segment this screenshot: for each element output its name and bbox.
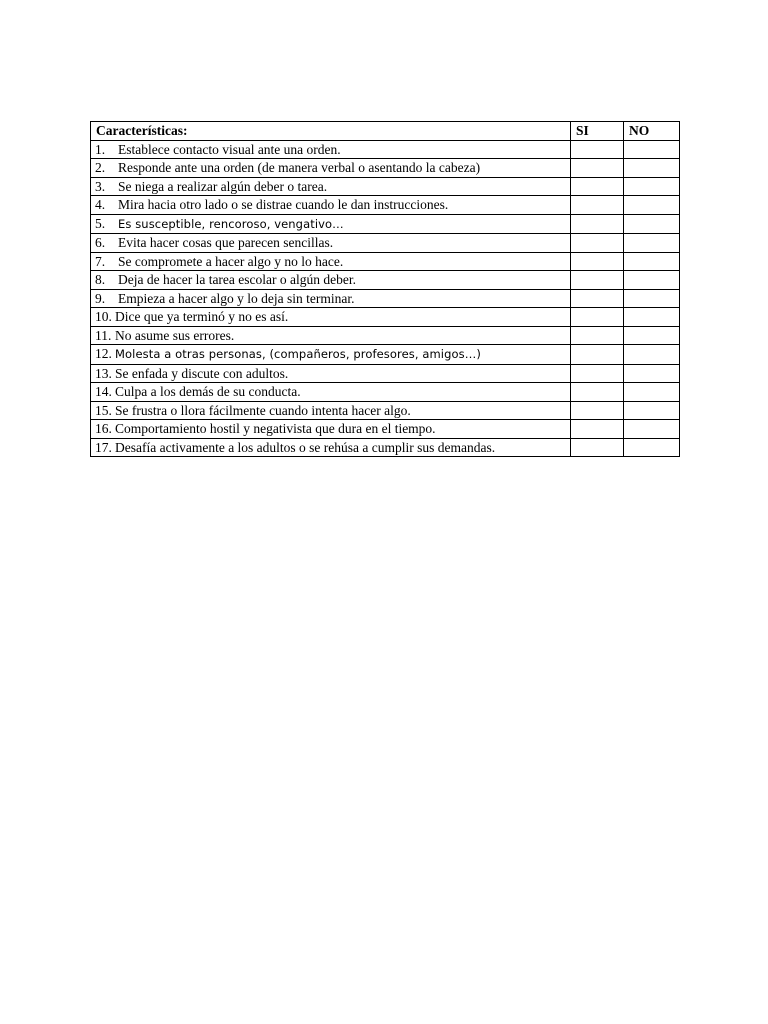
row-text-cell [91, 383, 571, 402]
header-si: SI [571, 122, 624, 141]
row-number: 4. [95, 197, 106, 212]
row-text-cell [91, 438, 571, 457]
row-number: 13. [95, 365, 112, 381]
no-checkbox-cell[interactable] [624, 364, 680, 383]
row-text: No asume sus errores. [115, 327, 235, 343]
row-number: 3. [95, 178, 106, 194]
row-text: Mira hacia otro lado o se distrae cuando le dan instrucciones. [118, 197, 449, 212]
row-text-cell [91, 234, 571, 253]
row-text-cell [91, 159, 571, 178]
table-row [91, 289, 680, 308]
no-checkbox-cell[interactable] [624, 420, 680, 439]
si-checkbox-cell[interactable] [571, 345, 624, 365]
header-no: NO [624, 122, 680, 141]
row-text-cell [91, 308, 571, 327]
row-text: Desafía activamente a los adultos o se rehúsa a cumplir sus demandas. [115, 439, 496, 455]
table-row [91, 159, 680, 178]
table-row [91, 196, 680, 215]
characteristics-checklist-table [90, 121, 680, 457]
si-checkbox-cell[interactable] [571, 177, 624, 196]
no-checkbox-cell[interactable] [624, 252, 680, 271]
table-header-row [91, 122, 680, 141]
no-checkbox-cell[interactable] [624, 177, 680, 196]
no-checkbox-cell[interactable] [624, 345, 680, 365]
no-checkbox-cell[interactable] [624, 326, 680, 345]
no-checkbox-cell[interactable] [624, 438, 680, 457]
row-text-cell [91, 345, 571, 365]
row-text: Comportamiento hostil y negativista que dura en el tiempo. [115, 421, 436, 436]
row-text-cell [91, 326, 571, 345]
no-checkbox-cell[interactable] [624, 383, 680, 402]
si-checkbox-cell[interactable] [571, 140, 624, 159]
row-text-cell [91, 252, 571, 271]
table-row [91, 326, 680, 345]
row-number: 17. [95, 439, 112, 455]
row-number: 2. [95, 160, 106, 175]
si-checkbox-cell[interactable] [571, 271, 624, 290]
row-text: Empieza a hacer algo y lo deja sin terminar. [118, 290, 355, 306]
row-text: Dice que ya terminó y no es así. [115, 309, 289, 324]
si-checkbox-cell[interactable] [571, 326, 624, 345]
si-checkbox-cell[interactable] [571, 308, 624, 327]
si-checkbox-cell[interactable] [571, 159, 624, 178]
row-number: 16. [95, 421, 112, 436]
no-checkbox-cell[interactable] [624, 140, 680, 159]
row-number: 1. [95, 141, 106, 157]
row-number: 11. [95, 327, 112, 343]
no-checkbox-cell[interactable] [624, 214, 680, 234]
row-text: Culpa a los demás de su conducta. [115, 384, 301, 399]
row-number: 15. [95, 402, 112, 418]
si-checkbox-cell[interactable] [571, 383, 624, 402]
si-checkbox-cell[interactable] [571, 252, 624, 271]
row-text: Evita hacer cosas que parecen sencillas. [118, 235, 334, 250]
row-text: Molesta a otras personas, (compañeros, profesores, amigos…) [115, 347, 481, 361]
row-text: Se compromete a hacer algo y no lo hace. [118, 253, 344, 269]
row-text-cell [91, 289, 571, 308]
si-checkbox-cell[interactable] [571, 420, 624, 439]
table-row [91, 401, 680, 420]
row-number: 14. [95, 384, 112, 399]
row-text-cell [91, 196, 571, 215]
table-row [91, 271, 680, 290]
row-text-cell [91, 401, 571, 420]
row-text: Se niega a realizar algún deber o tarea. [118, 178, 328, 194]
no-checkbox-cell[interactable] [624, 289, 680, 308]
table-row [91, 345, 680, 365]
table-row [91, 308, 680, 327]
table-row [91, 383, 680, 402]
row-number: 6. [95, 235, 106, 250]
row-text-cell [91, 140, 571, 159]
table-row [91, 234, 680, 253]
table-row [91, 420, 680, 439]
row-number: 7. [95, 253, 106, 269]
row-text-cell [91, 420, 571, 439]
no-checkbox-cell[interactable] [624, 196, 680, 215]
row-text-cell [91, 364, 571, 383]
row-text-cell [91, 271, 571, 290]
row-text: Se enfada y discute con adultos. [115, 365, 289, 381]
si-checkbox-cell[interactable] [571, 196, 624, 215]
row-text: Responde ante una orden (de manera verbal o asentando la cabeza) [118, 160, 481, 175]
si-checkbox-cell[interactable] [571, 401, 624, 420]
row-text-cell [91, 177, 571, 196]
table-row [91, 252, 680, 271]
table-row [91, 214, 680, 234]
si-checkbox-cell[interactable] [571, 214, 624, 234]
no-checkbox-cell[interactable] [624, 234, 680, 253]
table-row [91, 364, 680, 383]
table-row [91, 438, 680, 457]
row-text: Establece contacto visual ante una orden. [118, 141, 341, 157]
row-text: Es susceptible, rencoroso, vengativo… [118, 216, 344, 231]
row-number: 8. [95, 272, 106, 287]
row-text: Deja de hacer la tarea escolar o algún deber. [118, 272, 356, 287]
row-number: 9. [95, 290, 106, 306]
no-checkbox-cell[interactable] [624, 308, 680, 327]
no-checkbox-cell[interactable] [624, 159, 680, 178]
row-number: 10. [95, 309, 112, 324]
table-row [91, 140, 680, 159]
row-number: 5. [95, 215, 106, 231]
row-text-cell [91, 214, 571, 234]
si-checkbox-cell[interactable] [571, 364, 624, 383]
no-checkbox-cell[interactable] [624, 271, 680, 290]
si-checkbox-cell[interactable] [571, 289, 624, 308]
header-characteristics: Características: [91, 122, 571, 141]
row-number: 12. [95, 346, 112, 361]
row-text: Se frustra o llora fácilmente cuando intenta hacer algo. [115, 402, 411, 418]
no-checkbox-cell[interactable] [624, 401, 680, 420]
si-checkbox-cell[interactable] [571, 234, 624, 253]
si-checkbox-cell[interactable] [571, 438, 624, 457]
table-row [91, 177, 680, 196]
